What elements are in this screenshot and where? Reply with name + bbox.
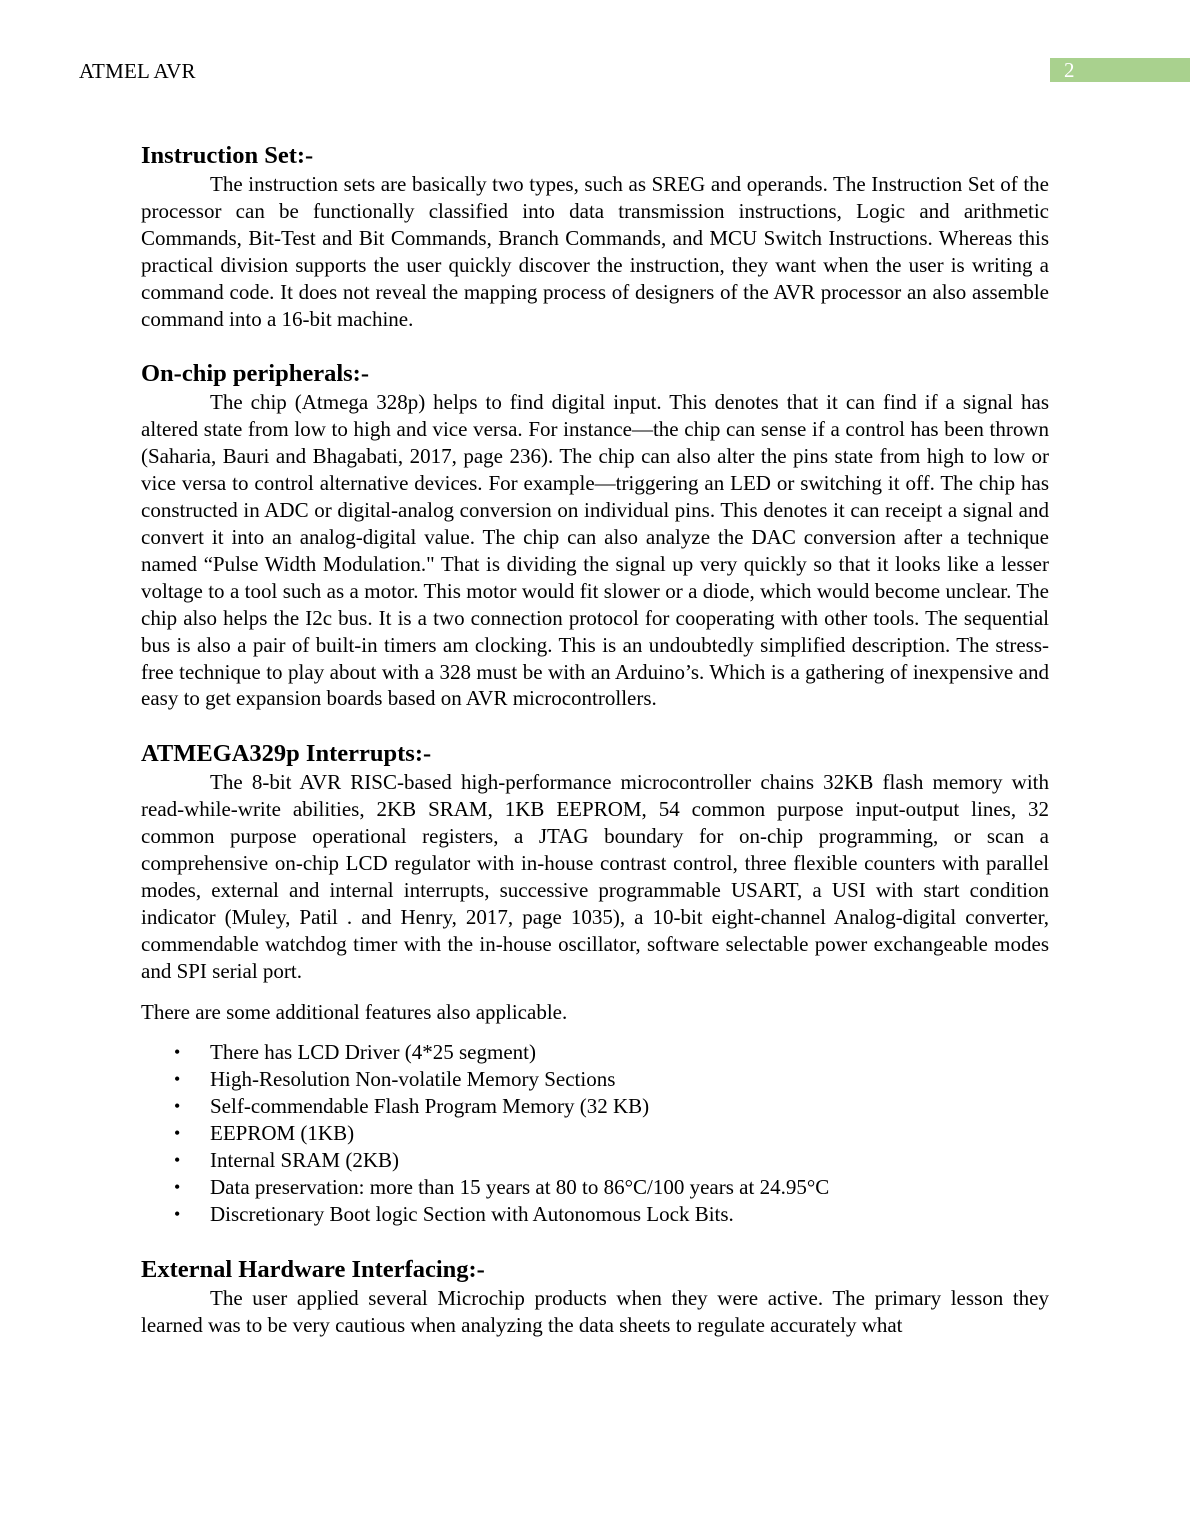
section-heading-interrupts: ATMEGA329p Interrupts:-: [141, 740, 432, 768]
bullet-icon: •: [174, 1096, 181, 1117]
bullet-icon: •: [174, 1177, 181, 1197]
running-head: ATMEL AVR: [79, 59, 196, 83]
bullet-icon: •: [174, 1203, 181, 1224]
list-item: • Internal SRAM (2KB): [174, 1148, 399, 1173]
bullet-icon: •: [174, 1150, 181, 1171]
document-body: [141, 141, 1049, 1339]
section-heading-on-chip-peripherals: On-chip peripherals:-: [141, 360, 369, 388]
list-item: • High-Resolution Non-volatile Memory Sections: [174, 1067, 616, 1092]
section-heading-instruction-set: Instruction Set:-: [141, 142, 314, 169]
bullet-icon: •: [174, 1123, 181, 1144]
paragraph-instruction-set: The instruction sets are basically two types, such as SREG and operands. The Instruction Set of the processor can be functionally classified into data transmission instructions, Logic and arithmetic Commands, Bit-Test and Bit Commands, Branch Commands, and MCU Switch Instructions. Whereas this practical division supports the user quickly discover the instruction, they want when the user is writing a command code. It does not reveal the mapping process of designers of the AVR processor an also assemble command into a 16-bit machine.: [141, 172, 1049, 331]
section-heading-external-hardware: External Hardware Interfacing:-: [141, 1255, 485, 1283]
bullet-icon: •: [174, 1042, 181, 1063]
list-item: • Discretionary Boot logic Section with Autonomous Lock Bits.: [174, 1201, 734, 1226]
paragraph-external-hardware: The user applied several Microchip products when they were active. The primary lesson they learned was to be very cautious when analyzing the data sheets to regulate accurately what: [141, 1285, 1049, 1337]
list-item: • Self-commendable Flash Program Memory (32 KB): [174, 1094, 650, 1119]
paragraph-on-chip-peripherals: The chip (Atmega 328p) helps to find digital input. This denotes that it can find if a signal has altered state from low to high and vice versa. For instance—the chip can sense if a control has been thrown (Saharia, Bauri and Bhagabati, 2017, page 236). The chip can also alter the pins state from high to low or vice versa to control alternative devices. For example—triggering an LED or switching it off. The chip has constructed in ADC or digital-analog conversion on individual pins. This denotes it can receipt a signal and convert it into an analog-digital value. The chip can also analyze the DAC conversion after a technique named “Pulse Width Modulation." That is dividing the signal up very quickly so that it looks like a lesser voltage to a tool such as a motor. This motor would fit slower or a diode, which would become unclear. The chip also helps the I2c bus. It is a two connection protocol for cooperating with other tools. The sequential bus is also a pair of built-in timers am clocking. This is an undoubtedly simplified description. The stress-free technique to play about with a 328 must be with an Arduino’s. Which is a gathering of inexpensive and easy to get expansion boards based on AVR microcontrollers.: [141, 390, 1049, 711]
page-number: 2: [1050, 58, 1190, 82]
list-item: • There has LCD Driver (4*25 segment): [174, 1040, 536, 1065]
features-intro: There are some additional features also applicable.: [141, 999, 568, 1024]
bullet-icon: •: [174, 1069, 181, 1090]
paragraph-interrupts: The 8-bit AVR RISC-based high-performance microcontroller chains 32KB flash memory with read-while-write abilities, 2KB SRAM, 1KB EEPROM, 54 common purpose input-output lines, 32 common purpose operational registers, a JTAG boundary for on-chip programming, or scan a comprehensive on-chip LCD regulator with in-house contrast control, three flexible counters with parallel modes, external and internal interrupts, successive programmable USART, a USI with start condition indicator (Muley, Patil . and Henry, 2017, page 1035), a 10-bit eight-channel Analog-digital converter, commendable watchdog timer with the in-house oscillator, software selectable power exchangeable modes and SPI serial port.: [141, 770, 1049, 983]
features-list: [141, 1039, 1049, 1227]
list-item: • EEPROM (1KB): [174, 1121, 355, 1146]
list-item: • Data preservation: more than 15 years at 80 to 86°C/100 years at 24.95°C: [174, 1175, 830, 1199]
